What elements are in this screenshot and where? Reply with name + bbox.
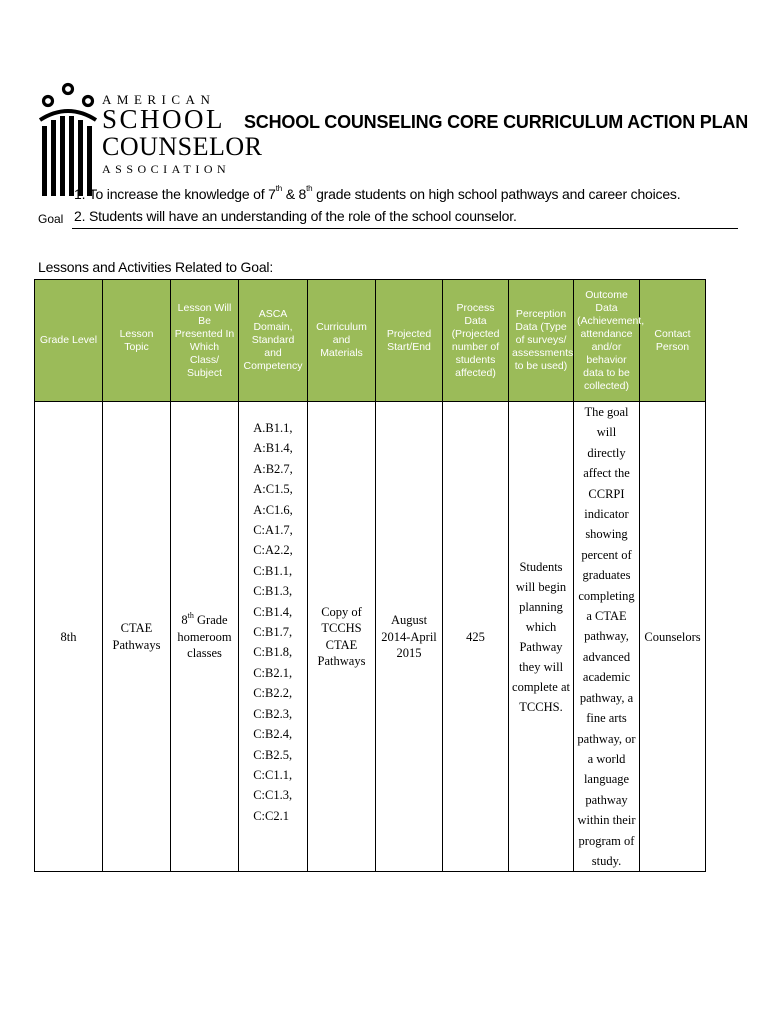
table-row bbox=[35, 402, 706, 872]
asca-code: C:B1.8, bbox=[253, 645, 293, 660]
header-outcome-data-text: Outcome Data (Achievement, attendance and/or behavior data to be collected) bbox=[577, 288, 645, 392]
asca-code: A:B1.4, bbox=[253, 441, 293, 456]
asca-code-list bbox=[253, 402, 293, 826]
asca-code: C:B2.5, bbox=[253, 747, 293, 762]
document-title: SCHOOL COUNSELING CORE CURRICULUM ACTION PLAN bbox=[244, 112, 749, 132]
goal-label: Goal bbox=[38, 212, 64, 226]
goal-1-prefix: 1. To increase the knowledge of 7 bbox=[74, 186, 276, 202]
cell-lesson-topic bbox=[103, 402, 171, 872]
header-grade-level bbox=[35, 280, 103, 402]
cell-curriculum-text: Copy of TCCHS CTAE Pathways bbox=[317, 605, 366, 668]
cell-grade-level: 8th bbox=[35, 402, 103, 872]
asca-code: C:A2.2, bbox=[253, 543, 293, 558]
header-contact-text: Contact Person bbox=[654, 327, 691, 353]
header-contact bbox=[640, 280, 706, 402]
cell-lesson-presented-text bbox=[171, 612, 238, 661]
asca-code: C:B2.2, bbox=[253, 686, 293, 701]
asca-code: A:C1.6, bbox=[253, 502, 293, 517]
header-perception-data bbox=[509, 280, 574, 402]
logo-text-school: SCHOOL bbox=[102, 104, 226, 134]
asca-code: A:C1.5, bbox=[253, 482, 293, 497]
cell-curriculum bbox=[308, 402, 376, 872]
header-lesson-topic-text: Lesson Topic bbox=[119, 327, 154, 353]
header-process-data-text: Process Data (Projected number of students affected) bbox=[451, 301, 500, 379]
asca-code: C:B2.4, bbox=[253, 727, 293, 742]
table-header-row bbox=[35, 280, 706, 402]
asca-code: C:B1.4, bbox=[253, 604, 293, 619]
goal-underline bbox=[72, 228, 738, 229]
cell-asca bbox=[239, 402, 308, 872]
header-lesson-presented bbox=[171, 280, 239, 402]
header-projected bbox=[376, 280, 443, 402]
cell-process-data: 425 bbox=[443, 402, 509, 872]
asca-code: C:B2.3, bbox=[253, 706, 293, 721]
asca-code: A.B1.1, bbox=[253, 421, 293, 435]
header-asca bbox=[239, 280, 308, 402]
header-lesson-topic bbox=[103, 280, 171, 402]
cell-lesson-presented bbox=[171, 402, 239, 872]
goal-item-2: 2. Students will have an understanding of the role of the school counselor. bbox=[74, 208, 517, 224]
header-lesson-presented-text: Lesson Will Be Presented In Which Class/ Subject bbox=[174, 301, 235, 379]
cell-perception-data-text: Students will begin planning which Pathway they will complete at TCCHS. bbox=[512, 559, 570, 714]
action-plan-table bbox=[34, 279, 706, 872]
asca-code: C:C1.1, bbox=[253, 767, 293, 782]
cell-projected bbox=[376, 402, 443, 872]
header-grade-level-text: Grade Level bbox=[39, 334, 98, 346]
logo-text-counselor: COUNSELOR bbox=[102, 132, 263, 161]
header-process-data bbox=[443, 280, 509, 402]
goal-1-middle: & 8 bbox=[282, 186, 307, 202]
asca-code: C:B1.3, bbox=[253, 584, 293, 599]
asca-code: C:C1.3, bbox=[253, 788, 293, 803]
goal-item-1 bbox=[74, 186, 680, 202]
header-outcome-data bbox=[574, 280, 645, 402]
asca-code: A:B2.7, bbox=[253, 461, 293, 476]
cell-lesson-prefix: 8 bbox=[181, 613, 188, 628]
cell-contact: Counselors bbox=[640, 402, 706, 872]
header-curriculum bbox=[308, 280, 376, 402]
goal-1-sup-1: th bbox=[275, 184, 283, 194]
cell-lesson-suffix: Grade homeroom classes bbox=[177, 613, 232, 660]
cell-perception-data bbox=[509, 402, 574, 872]
goal-1-suffix: grade students on high school pathways and career choices. bbox=[312, 186, 681, 202]
cell-outcome-data-text: The goal will directly affect the CCRPI indicator showing percent of graduates completing a CTAE pathway, advanced academic pathway, a fine arts pathway, or a world language pathway within their program of study. bbox=[577, 405, 636, 868]
asca-code: C:B2.1, bbox=[253, 665, 293, 680]
header-asca-text: ASCA Domain, Standard and Competency bbox=[243, 308, 303, 372]
header-perception-data-text: Perception Data (Type of surveys/ assessments to be used) bbox=[512, 308, 574, 372]
asca-code: C:B1.1, bbox=[253, 563, 293, 578]
goal-1-sup-2: th bbox=[306, 184, 313, 194]
header-curriculum-text: Curriculum and Materials bbox=[316, 321, 367, 359]
cell-lesson-sup: th bbox=[187, 611, 194, 621]
logo-text-american: AMERICAN bbox=[102, 92, 216, 107]
cell-projected-text: August 2014-April 2015 bbox=[381, 613, 437, 660]
header-projected-text: Projected Start/End bbox=[386, 327, 432, 353]
asca-code: C:A1.7, bbox=[253, 523, 293, 538]
logo-text-association: ASSOCIATION bbox=[102, 162, 231, 176]
cell-lesson-topic-text: CTAE Pathways bbox=[112, 621, 161, 652]
people-columns-icon bbox=[34, 82, 100, 202]
cell-outcome-data bbox=[574, 402, 640, 872]
asca-code: C:B1.7, bbox=[253, 625, 293, 640]
lessons-heading: Lessons and Activities Related to Goal: bbox=[38, 259, 274, 275]
asca-code: C:C2.1 bbox=[253, 808, 289, 823]
